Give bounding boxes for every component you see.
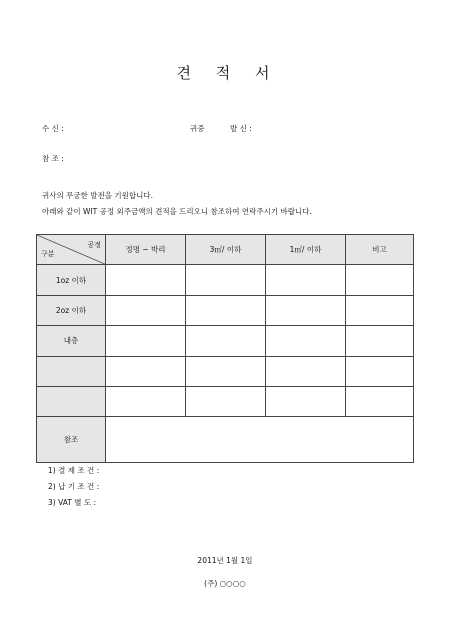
honorific-label: 귀중 [190,124,205,133]
issue-date: 2011년 1월 1일 [197,556,253,565]
table-cell[interactable] [186,296,266,326]
table-corner-cell [37,235,106,265]
table-cell[interactable] [106,265,186,296]
table-cell[interactable] [266,386,346,416]
table-cell[interactable] [346,386,414,416]
row-label [37,386,106,416]
table-cell[interactable] [186,356,266,386]
table-cell[interactable] [186,265,266,296]
table-note-row [37,416,414,462]
table-cell[interactable] [266,356,346,386]
estimate-table [36,234,414,463]
corner-category-label: 구분 [41,250,55,259]
row-label [37,356,106,386]
table-cell[interactable] [346,296,414,326]
company-name: (주) ○○○○ [204,579,246,588]
table-cell[interactable] [106,386,186,416]
table-cell[interactable] [266,265,346,296]
table-cell[interactable] [346,356,414,386]
table-row [37,326,414,356]
table-cell[interactable] [186,326,266,356]
sender-label: 발 신 : [230,124,252,133]
delivery-terms-label: 2) 납 기 조 건 : [48,482,100,491]
table-cell[interactable] [106,356,186,386]
column-header: 3㎡/ 이하 [186,235,266,265]
note-label: 참조 [37,416,106,462]
payment-terms-label: 1) 결 제 조 건 : [48,466,100,475]
table-row [37,356,414,386]
table-cell[interactable] [266,296,346,326]
recipient-label: 수 신 : [42,124,64,133]
column-header: 비고 [346,235,414,265]
table-row [37,265,414,296]
table-cell[interactable] [106,296,186,326]
table-cell[interactable] [266,326,346,356]
table-header-row [37,235,414,265]
row-label: 내층 [37,326,106,356]
reference-label: 참 조 : [42,154,64,163]
greeting-line-2: 아래와 같이 WIT 공정 외주금액의 견적을 드리오니 참조하여 연락주시기 바랍니다. [42,207,312,216]
table-cell[interactable] [346,265,414,296]
vat-label: 3) VAT 별 도 : [48,498,97,507]
greeting-line-1: 귀사의 무궁한 발전을 기원합니다. [42,191,153,200]
table-cell[interactable] [346,326,414,356]
column-header: 정명 ~ 박리 [106,235,186,265]
table-cell[interactable] [186,386,266,416]
table-row [37,296,414,326]
note-cell[interactable] [106,416,414,462]
corner-process-label: 공정 [87,241,101,249]
table-row [37,386,414,416]
column-header: 1㎡/ 이하 [266,235,346,265]
document-title: 견 적 서 [176,64,280,82]
row-label: 1oz 이하 [37,265,106,296]
table-cell[interactable] [106,326,186,356]
row-label: 2oz 이하 [37,296,106,326]
